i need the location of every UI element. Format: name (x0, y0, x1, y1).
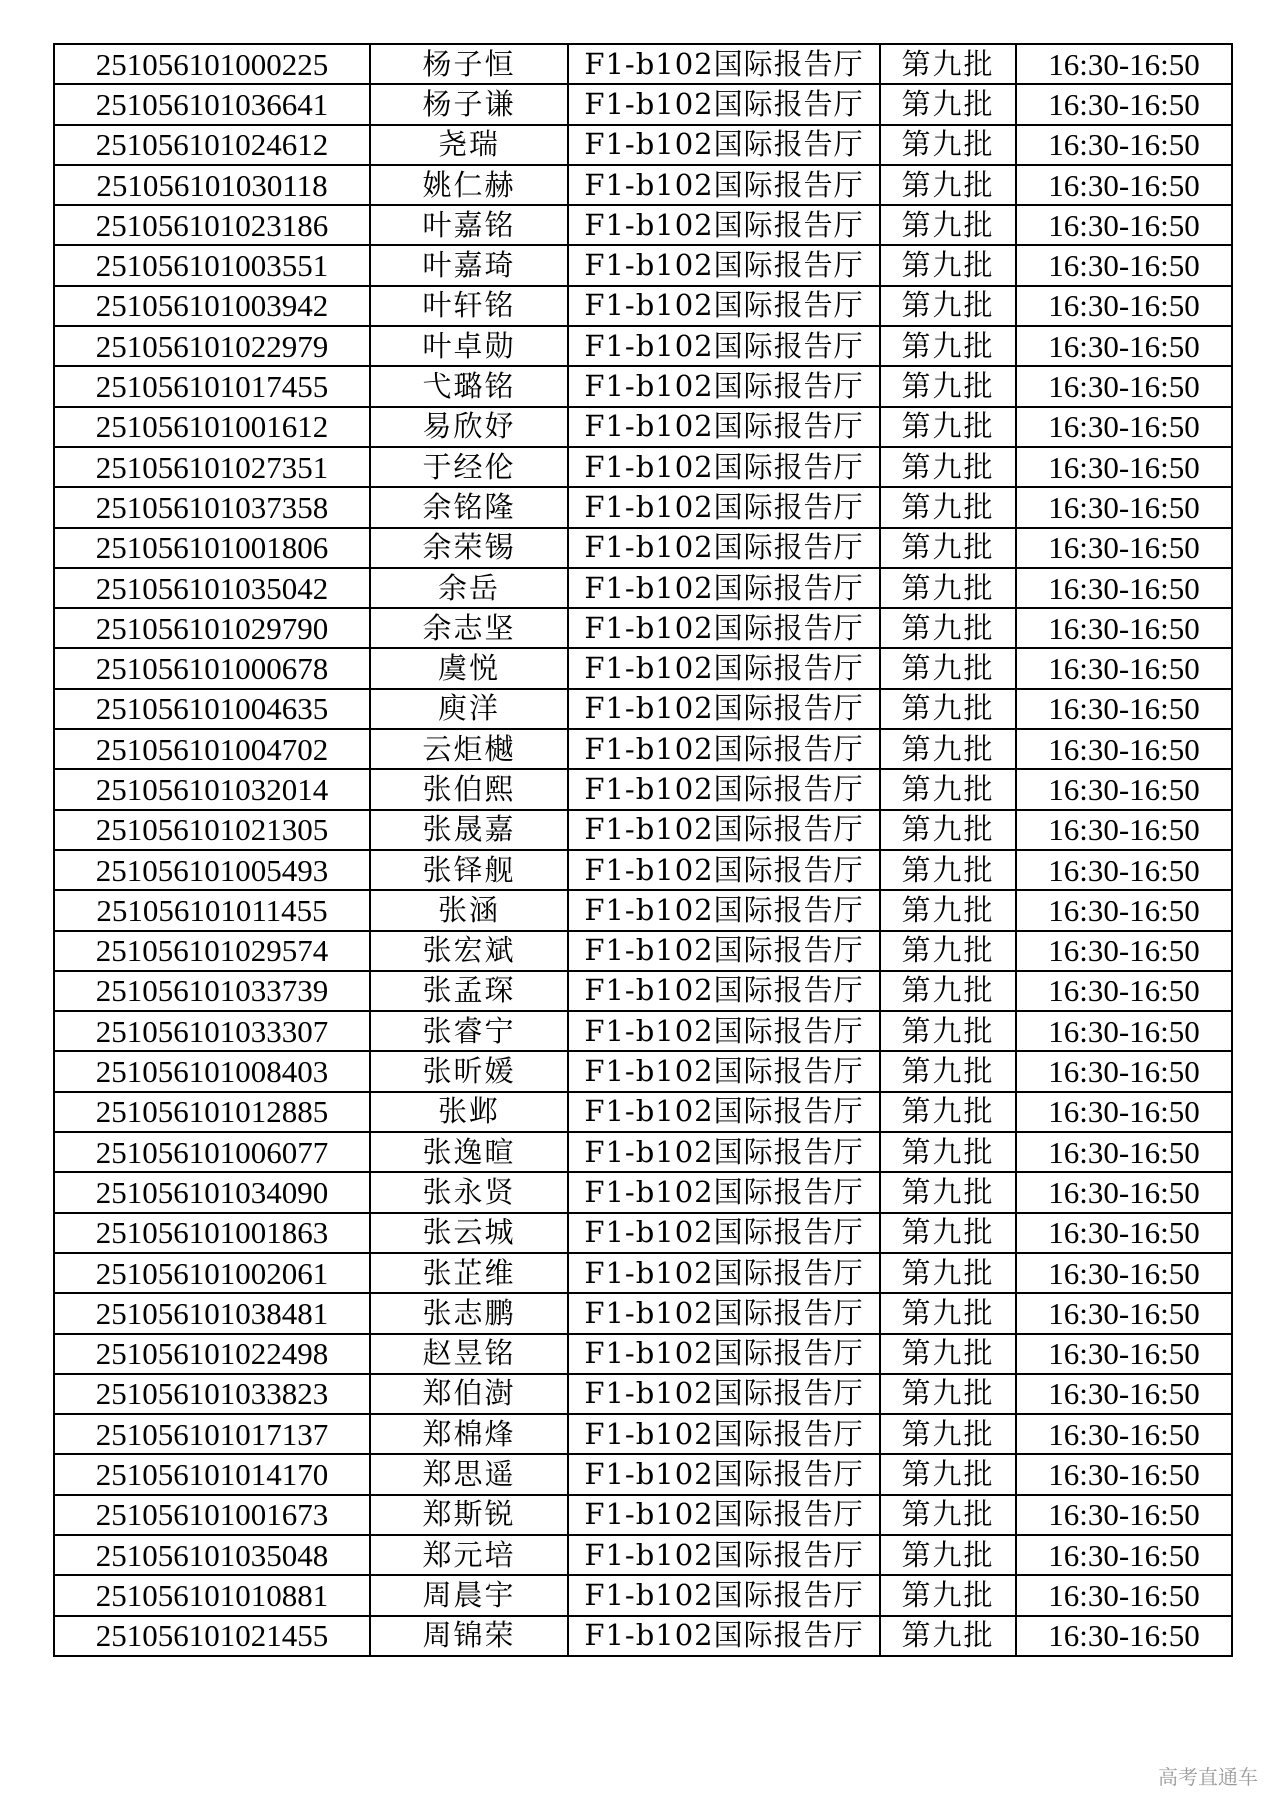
exam-room-cell: F1-b102国际报告厅 (568, 1253, 880, 1293)
candidate-id-cell: 251056101034090 (54, 1172, 370, 1212)
time-slot-cell: 16:30-16:50 (1016, 890, 1232, 930)
table-row (54, 125, 1232, 165)
candidate-name-cell: 张涵 (370, 890, 568, 930)
candidate-id-cell: 251056101030118 (54, 165, 370, 205)
time-slot-cell: 16:30-16:50 (1016, 165, 1232, 205)
candidate-id-cell: 251056101004702 (54, 729, 370, 769)
exam-room-cell: F1-b102国际报告厅 (568, 1172, 880, 1212)
candidate-name-cell: 张昕媛 (370, 1051, 568, 1091)
table-row (54, 407, 1232, 447)
candidate-id-cell: 251056101021455 (54, 1616, 370, 1656)
candidate-id-cell: 251056101000225 (54, 44, 370, 84)
candidate-id-cell: 251056101029790 (54, 608, 370, 648)
batch-cell: 第九批 (880, 1132, 1016, 1172)
time-slot-cell: 16:30-16:50 (1016, 1213, 1232, 1253)
time-slot-cell: 16:30-16:50 (1016, 1051, 1232, 1091)
time-slot-cell: 16:30-16:50 (1016, 245, 1232, 285)
time-slot-cell: 16:30-16:50 (1016, 447, 1232, 487)
candidate-id-cell: 251056101038481 (54, 1293, 370, 1333)
candidate-name-cell: 易欣妤 (370, 407, 568, 447)
table-row (54, 165, 1232, 205)
candidate-id-cell: 251056101037358 (54, 487, 370, 527)
time-slot-cell: 16:30-16:50 (1016, 568, 1232, 608)
candidate-id-cell: 251056101011455 (54, 890, 370, 930)
batch-cell: 第九批 (880, 1293, 1016, 1333)
batch-cell: 第九批 (880, 1414, 1016, 1454)
exam-room-cell: F1-b102国际报告厅 (568, 729, 880, 769)
batch-cell: 第九批 (880, 890, 1016, 930)
candidate-name-cell: 张永贤 (370, 1172, 568, 1212)
candidate-name-cell: 张邺 (370, 1092, 568, 1132)
time-slot-cell: 16:30-16:50 (1016, 608, 1232, 648)
table-row (54, 648, 1232, 688)
batch-cell: 第九批 (880, 1253, 1016, 1293)
candidate-id-cell: 251056101006077 (54, 1132, 370, 1172)
table-row (54, 245, 1232, 285)
candidate-name-cell: 张宏斌 (370, 931, 568, 971)
candidate-id-cell: 251056101023186 (54, 205, 370, 245)
exam-room-cell: F1-b102国际报告厅 (568, 44, 880, 84)
time-slot-cell: 16:30-16:50 (1016, 326, 1232, 366)
batch-cell: 第九批 (880, 608, 1016, 648)
table-row (54, 1011, 1232, 1051)
exam-room-cell: F1-b102国际报告厅 (568, 769, 880, 809)
candidate-id-cell: 251056101014170 (54, 1454, 370, 1494)
table-row (54, 1454, 1232, 1494)
candidate-name-cell: 杨子恒 (370, 44, 568, 84)
candidate-name-cell: 云炬樾 (370, 729, 568, 769)
exam-room-cell: F1-b102国际报告厅 (568, 205, 880, 245)
exam-room-cell: F1-b102国际报告厅 (568, 245, 880, 285)
table-row (54, 769, 1232, 809)
exam-room-cell: F1-b102国际报告厅 (568, 608, 880, 648)
exam-room-cell: F1-b102国际报告厅 (568, 1374, 880, 1414)
batch-cell: 第九批 (880, 1011, 1016, 1051)
exam-room-cell: F1-b102国际报告厅 (568, 326, 880, 366)
batch-cell: 第九批 (880, 1213, 1016, 1253)
table-row (54, 1575, 1232, 1615)
batch-cell: 第九批 (880, 487, 1016, 527)
exam-room-cell: F1-b102国际报告厅 (568, 1454, 880, 1494)
batch-cell: 第九批 (880, 1535, 1016, 1575)
table-row (54, 326, 1232, 366)
candidate-name-cell: 周锦荣 (370, 1616, 568, 1656)
exam-room-cell: F1-b102国际报告厅 (568, 1293, 880, 1333)
time-slot-cell: 16:30-16:50 (1016, 1172, 1232, 1212)
time-slot-cell: 16:30-16:50 (1016, 1454, 1232, 1494)
exam-room-cell: F1-b102国际报告厅 (568, 487, 880, 527)
batch-cell: 第九批 (880, 528, 1016, 568)
table-row (54, 44, 1232, 84)
candidate-id-cell: 251056101001863 (54, 1213, 370, 1253)
table-row (54, 205, 1232, 245)
table-row (54, 1172, 1232, 1212)
candidate-name-cell: 张志鹏 (370, 1293, 568, 1333)
candidate-id-cell: 251056101004635 (54, 689, 370, 729)
candidate-name-cell: 张睿宁 (370, 1011, 568, 1051)
candidate-name-cell: 庾洋 (370, 689, 568, 729)
candidate-name-cell: 张伯熙 (370, 769, 568, 809)
exam-room-cell: F1-b102国际报告厅 (568, 407, 880, 447)
candidate-name-cell: 姚仁赫 (370, 165, 568, 205)
exam-room-cell: F1-b102国际报告厅 (568, 1575, 880, 1615)
table-row (54, 447, 1232, 487)
batch-cell: 第九批 (880, 810, 1016, 850)
batch-cell: 第九批 (880, 1172, 1016, 1212)
candidate-name-cell: 张孟琛 (370, 971, 568, 1011)
candidate-name-cell: 余岳 (370, 568, 568, 608)
batch-cell: 第九批 (880, 326, 1016, 366)
exam-room-cell: F1-b102国际报告厅 (568, 1414, 880, 1454)
batch-cell: 第九批 (880, 1051, 1016, 1091)
candidate-id-cell: 251056101033823 (54, 1374, 370, 1414)
exam-room-cell: F1-b102国际报告厅 (568, 648, 880, 688)
time-slot-cell: 16:30-16:50 (1016, 769, 1232, 809)
batch-cell: 第九批 (880, 850, 1016, 890)
table-row (54, 286, 1232, 326)
batch-cell: 第九批 (880, 125, 1016, 165)
watermark-text: 高考直通车 (1158, 1765, 1258, 1789)
time-slot-cell: 16:30-16:50 (1016, 1374, 1232, 1414)
time-slot-cell: 16:30-16:50 (1016, 810, 1232, 850)
table-row (54, 931, 1232, 971)
candidate-id-cell: 251056101033739 (54, 971, 370, 1011)
exam-room-cell: F1-b102国际报告厅 (568, 1051, 880, 1091)
time-slot-cell: 16:30-16:50 (1016, 1535, 1232, 1575)
batch-cell: 第九批 (880, 1616, 1016, 1656)
table-row (54, 971, 1232, 1011)
exam-room-cell: F1-b102国际报告厅 (568, 528, 880, 568)
time-slot-cell: 16:30-16:50 (1016, 407, 1232, 447)
batch-cell: 第九批 (880, 1334, 1016, 1374)
time-slot-cell: 16:30-16:50 (1016, 689, 1232, 729)
candidate-name-cell: 郑伯澍 (370, 1374, 568, 1414)
time-slot-cell: 16:30-16:50 (1016, 648, 1232, 688)
table-row (54, 1414, 1232, 1454)
time-slot-cell: 16:30-16:50 (1016, 1616, 1232, 1656)
exam-room-cell: F1-b102国际报告厅 (568, 1616, 880, 1656)
table-row (54, 1051, 1232, 1091)
batch-cell: 第九批 (880, 407, 1016, 447)
candidate-id-cell: 251056101024612 (54, 125, 370, 165)
exam-room-cell: F1-b102国际报告厅 (568, 850, 880, 890)
candidate-name-cell: 张芷维 (370, 1253, 568, 1293)
candidate-id-cell: 251056101003942 (54, 286, 370, 326)
candidate-name-cell: 叶轩铭 (370, 286, 568, 326)
table-row (54, 487, 1232, 527)
candidate-name-cell: 叶嘉琦 (370, 245, 568, 285)
exam-room-cell: F1-b102国际报告厅 (568, 931, 880, 971)
table-row (54, 1092, 1232, 1132)
exam-room-cell: F1-b102国际报告厅 (568, 1011, 880, 1051)
table-row (54, 528, 1232, 568)
exam-room-cell: F1-b102国际报告厅 (568, 1495, 880, 1535)
time-slot-cell: 16:30-16:50 (1016, 1011, 1232, 1051)
batch-cell: 第九批 (880, 729, 1016, 769)
batch-cell: 第九批 (880, 1575, 1016, 1615)
candidate-id-cell: 251056101036641 (54, 84, 370, 124)
exam-room-cell: F1-b102国际报告厅 (568, 1535, 880, 1575)
candidate-id-cell: 251056101008403 (54, 1051, 370, 1091)
candidate-name-cell: 郑元培 (370, 1535, 568, 1575)
table-row (54, 810, 1232, 850)
time-slot-cell: 16:30-16:50 (1016, 1253, 1232, 1293)
time-slot-cell: 16:30-16:50 (1016, 1575, 1232, 1615)
table-row (54, 568, 1232, 608)
exam-room-cell: F1-b102国际报告厅 (568, 1213, 880, 1253)
table-row (54, 1213, 1232, 1253)
table-row (54, 1293, 1232, 1333)
candidate-id-cell: 251056101012885 (54, 1092, 370, 1132)
roster-table (53, 43, 1233, 1657)
batch-cell: 第九批 (880, 286, 1016, 326)
batch-cell: 第九批 (880, 769, 1016, 809)
candidate-id-cell: 251056101021305 (54, 810, 370, 850)
time-slot-cell: 16:30-16:50 (1016, 1495, 1232, 1535)
time-slot-cell: 16:30-16:50 (1016, 1132, 1232, 1172)
exam-room-cell: F1-b102国际报告厅 (568, 165, 880, 205)
candidate-id-cell: 251056101010881 (54, 1575, 370, 1615)
candidate-name-cell: 张逸暄 (370, 1132, 568, 1172)
candidate-id-cell: 251056101001612 (54, 407, 370, 447)
candidate-id-cell: 251056101022979 (54, 326, 370, 366)
table-row (54, 1616, 1232, 1656)
batch-cell: 第九批 (880, 165, 1016, 205)
candidate-name-cell: 叶卓勋 (370, 326, 568, 366)
time-slot-cell: 16:30-16:50 (1016, 84, 1232, 124)
time-slot-cell: 16:30-16:50 (1016, 487, 1232, 527)
candidate-id-cell: 251056101027351 (54, 447, 370, 487)
candidate-name-cell: 郑斯锐 (370, 1495, 568, 1535)
candidate-id-cell: 251056101005493 (54, 850, 370, 890)
candidate-id-cell: 251056101017137 (54, 1414, 370, 1454)
exam-room-cell: F1-b102国际报告厅 (568, 689, 880, 729)
time-slot-cell: 16:30-16:50 (1016, 1092, 1232, 1132)
batch-cell: 第九批 (880, 1374, 1016, 1414)
candidate-name-cell: 于经伦 (370, 447, 568, 487)
time-slot-cell: 16:30-16:50 (1016, 1334, 1232, 1374)
candidate-name-cell: 尧瑞 (370, 125, 568, 165)
candidate-name-cell: 郑思遥 (370, 1454, 568, 1494)
candidate-id-cell: 251056101033307 (54, 1011, 370, 1051)
table-row (54, 366, 1232, 406)
exam-room-cell: F1-b102国际报告厅 (568, 1334, 880, 1374)
candidate-name-cell: 张云城 (370, 1213, 568, 1253)
table-row (54, 1253, 1232, 1293)
roster-table-body (54, 44, 1232, 1656)
exam-room-cell: F1-b102国际报告厅 (568, 810, 880, 850)
candidate-id-cell: 251056101003551 (54, 245, 370, 285)
batch-cell: 第九批 (880, 1454, 1016, 1494)
exam-room-cell: F1-b102国际报告厅 (568, 84, 880, 124)
candidate-id-cell: 251056101029574 (54, 931, 370, 971)
batch-cell: 第九批 (880, 366, 1016, 406)
candidate-name-cell: 虞悦 (370, 648, 568, 688)
candidate-name-cell: 赵昱铭 (370, 1334, 568, 1374)
time-slot-cell: 16:30-16:50 (1016, 286, 1232, 326)
candidate-name-cell: 叶嘉铭 (370, 205, 568, 245)
table-row (54, 729, 1232, 769)
batch-cell: 第九批 (880, 971, 1016, 1011)
candidate-name-cell: 余铭隆 (370, 487, 568, 527)
batch-cell: 第九批 (880, 245, 1016, 285)
exam-room-cell: F1-b102国际报告厅 (568, 568, 880, 608)
candidate-id-cell: 251056101000678 (54, 648, 370, 688)
table-row (54, 689, 1232, 729)
batch-cell: 第九批 (880, 648, 1016, 688)
batch-cell: 第九批 (880, 205, 1016, 245)
time-slot-cell: 16:30-16:50 (1016, 931, 1232, 971)
exam-room-cell: F1-b102国际报告厅 (568, 366, 880, 406)
table-row (54, 890, 1232, 930)
table-row (54, 850, 1232, 890)
time-slot-cell: 16:30-16:50 (1016, 528, 1232, 568)
batch-cell: 第九批 (880, 84, 1016, 124)
candidate-name-cell: 余荣锡 (370, 528, 568, 568)
table-row (54, 1495, 1232, 1535)
batch-cell: 第九批 (880, 1092, 1016, 1132)
time-slot-cell: 16:30-16:50 (1016, 971, 1232, 1011)
exam-room-cell: F1-b102国际报告厅 (568, 447, 880, 487)
candidate-id-cell: 251056101032014 (54, 769, 370, 809)
candidate-name-cell: 张晟嘉 (370, 810, 568, 850)
exam-room-cell: F1-b102国际报告厅 (568, 1132, 880, 1172)
candidate-id-cell: 251056101035048 (54, 1535, 370, 1575)
candidate-name-cell: 周晨宇 (370, 1575, 568, 1615)
candidate-id-cell: 251056101035042 (54, 568, 370, 608)
batch-cell: 第九批 (880, 447, 1016, 487)
time-slot-cell: 16:30-16:50 (1016, 850, 1232, 890)
exam-room-cell: F1-b102国际报告厅 (568, 1092, 880, 1132)
batch-cell: 第九批 (880, 1495, 1016, 1535)
table-row (54, 1132, 1232, 1172)
exam-room-cell: F1-b102国际报告厅 (568, 971, 880, 1011)
table-row (54, 1374, 1232, 1414)
table-row (54, 84, 1232, 124)
batch-cell: 第九批 (880, 931, 1016, 971)
candidate-name-cell: 弋璐铭 (370, 366, 568, 406)
exam-room-cell: F1-b102国际报告厅 (568, 125, 880, 165)
table-row (54, 1334, 1232, 1374)
candidate-name-cell: 郑棉烽 (370, 1414, 568, 1454)
time-slot-cell: 16:30-16:50 (1016, 729, 1232, 769)
candidate-name-cell: 张铎舰 (370, 850, 568, 890)
batch-cell: 第九批 (880, 689, 1016, 729)
batch-cell: 第九批 (880, 568, 1016, 608)
time-slot-cell: 16:30-16:50 (1016, 44, 1232, 84)
time-slot-cell: 16:30-16:50 (1016, 125, 1232, 165)
candidate-id-cell: 251056101022498 (54, 1334, 370, 1374)
exam-room-cell: F1-b102国际报告厅 (568, 890, 880, 930)
exam-room-cell: F1-b102国际报告厅 (568, 286, 880, 326)
candidate-id-cell: 251056101001806 (54, 528, 370, 568)
candidate-id-cell: 251056101002061 (54, 1253, 370, 1293)
candidate-id-cell: 251056101017455 (54, 366, 370, 406)
table-row (54, 1535, 1232, 1575)
time-slot-cell: 16:30-16:50 (1016, 1414, 1232, 1454)
time-slot-cell: 16:30-16:50 (1016, 205, 1232, 245)
time-slot-cell: 16:30-16:50 (1016, 1293, 1232, 1333)
candidate-id-cell: 251056101001673 (54, 1495, 370, 1535)
time-slot-cell: 16:30-16:50 (1016, 366, 1232, 406)
candidate-name-cell: 杨子谦 (370, 84, 568, 124)
table-row (54, 608, 1232, 648)
candidate-name-cell: 余志坚 (370, 608, 568, 648)
batch-cell: 第九批 (880, 44, 1016, 84)
